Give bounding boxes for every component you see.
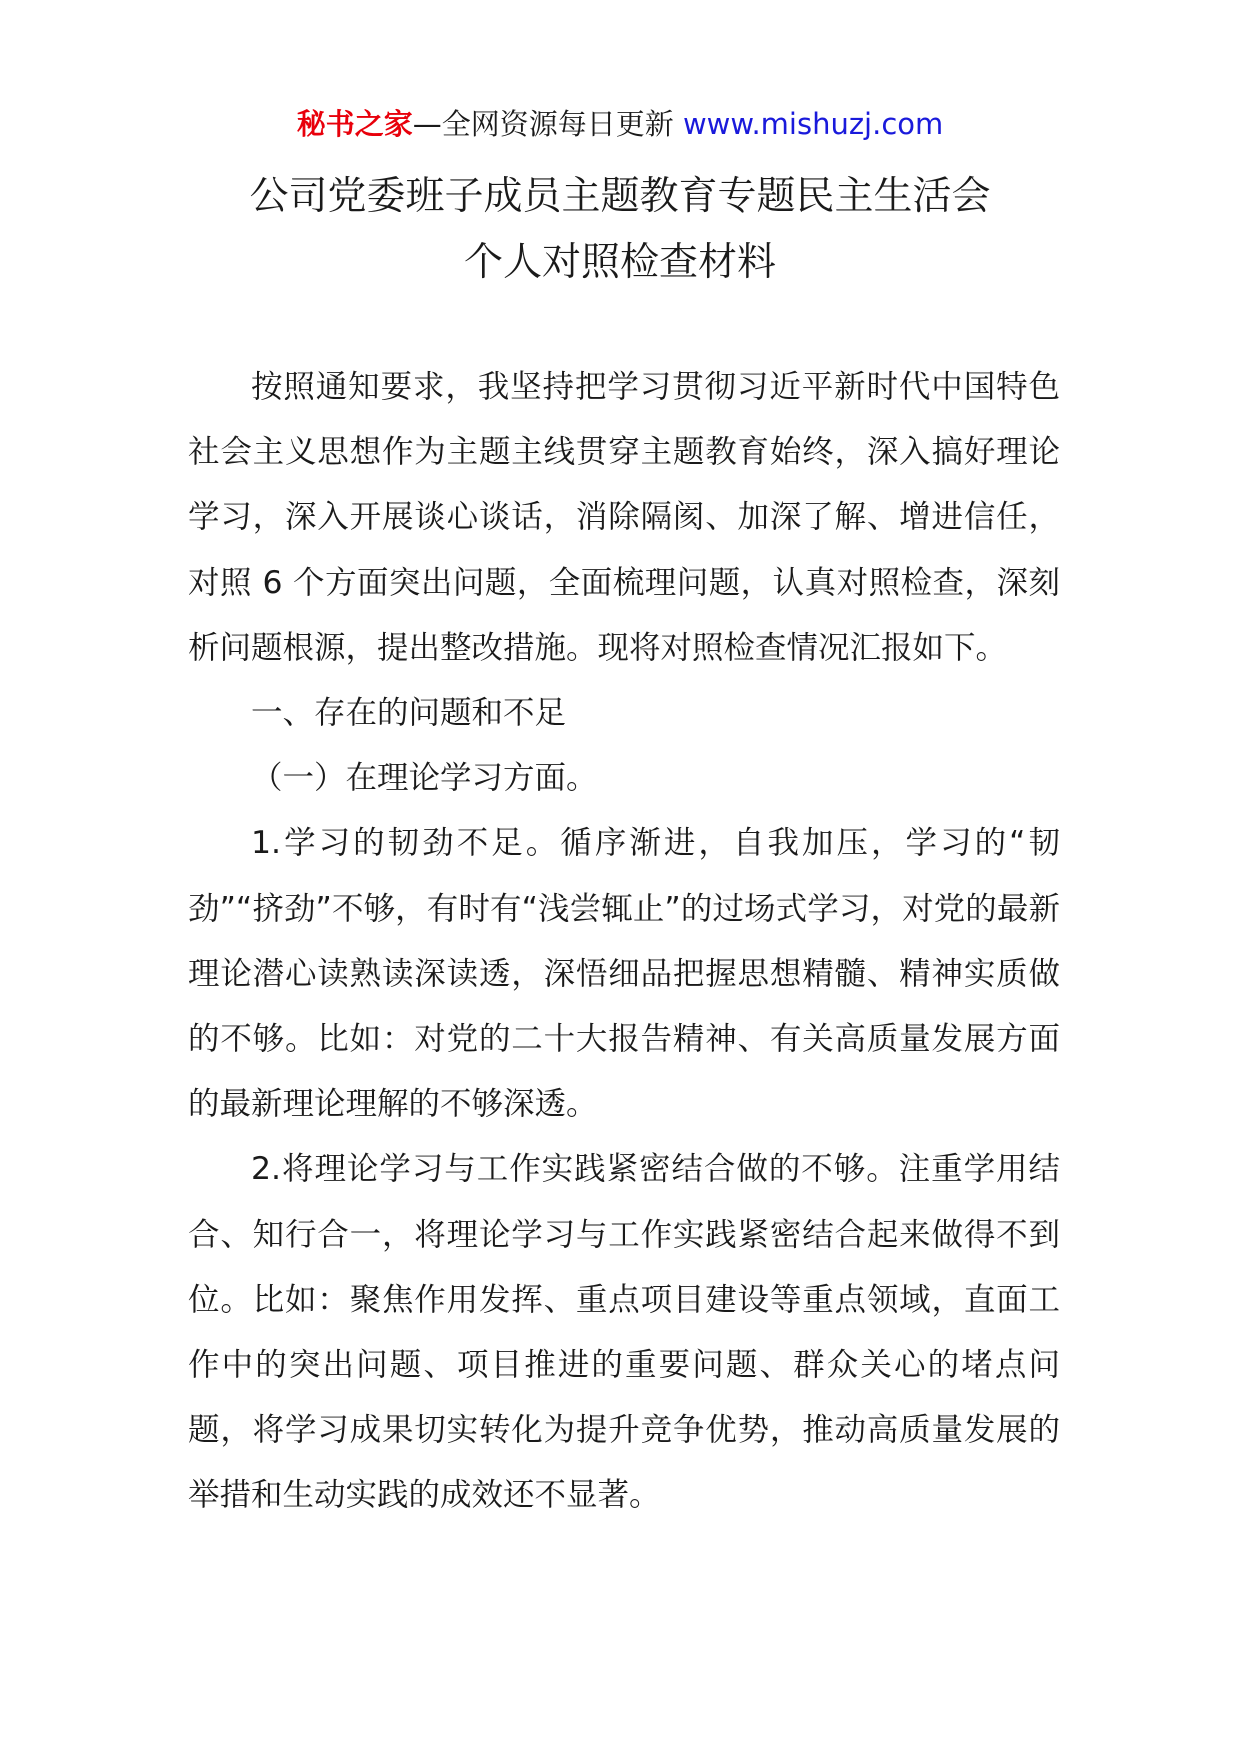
site-url-link[interactable]: www.mishuzj.com [682,107,944,141]
site-header-banner [0,104,1240,144]
title-line-2: 个人对照检查材料 [463,240,776,285]
point-2-paragraph: 2.将理论学习与工作实践紧密结合做的不够。注重学用结合、知行合一，将理论学习与工作实践紧密结合起来做得不到位。比如：聚焦作用发挥、重点项目建设等重点领域，直面工作中的突出问题、项目推进的重要问题、群众关心的堵点问题，将学习成果切实转化为提升竞争优势，推动高质量发展的举措和生动实践的成效还不显著。 [188,1151,1060,1514]
header-tagline: —全网资源每日更新 [412,107,683,141]
subsection-heading: （一）在理论学习方面。 [251,760,598,797]
brand-name: 秘书之家 [296,107,413,141]
section-heading: 一、存在的问题和不足 [251,695,567,732]
intro-paragraph: 按照通知要求，我坚持把学习贯彻习近平新时代中国特色社会主义思想作为主题主线贯穿主题教育始终，深入搞好理论学习，深入开展谈心谈话，消除隔阂、加深了解、增进信任，对照 6 个方面突出问题，全面梳理问题，认真对照检查，深刻析问题根源，提出整改措施。现将对照检查情况汇报如下。 [188,369,1060,666]
document-body [188,355,1060,1529]
document-title [0,164,1240,296]
title-line-1: 公司党委班子成员主题教育专题民主生活会 [249,174,991,219]
point-1-paragraph: 1.学习的韧劲不足。循序渐进，自我加压，学习的“韧劲”“挤劲”不够，有时有“浅尝辄止”的过场式学习，对党的最新理论潜心读熟读深读透，深悟细品把握思想精髓、精神实质做的不够。比如：对党的二十大报告精神、有关高质量发展方面的最新理论理解的不够深透。 [188,825,1060,1123]
